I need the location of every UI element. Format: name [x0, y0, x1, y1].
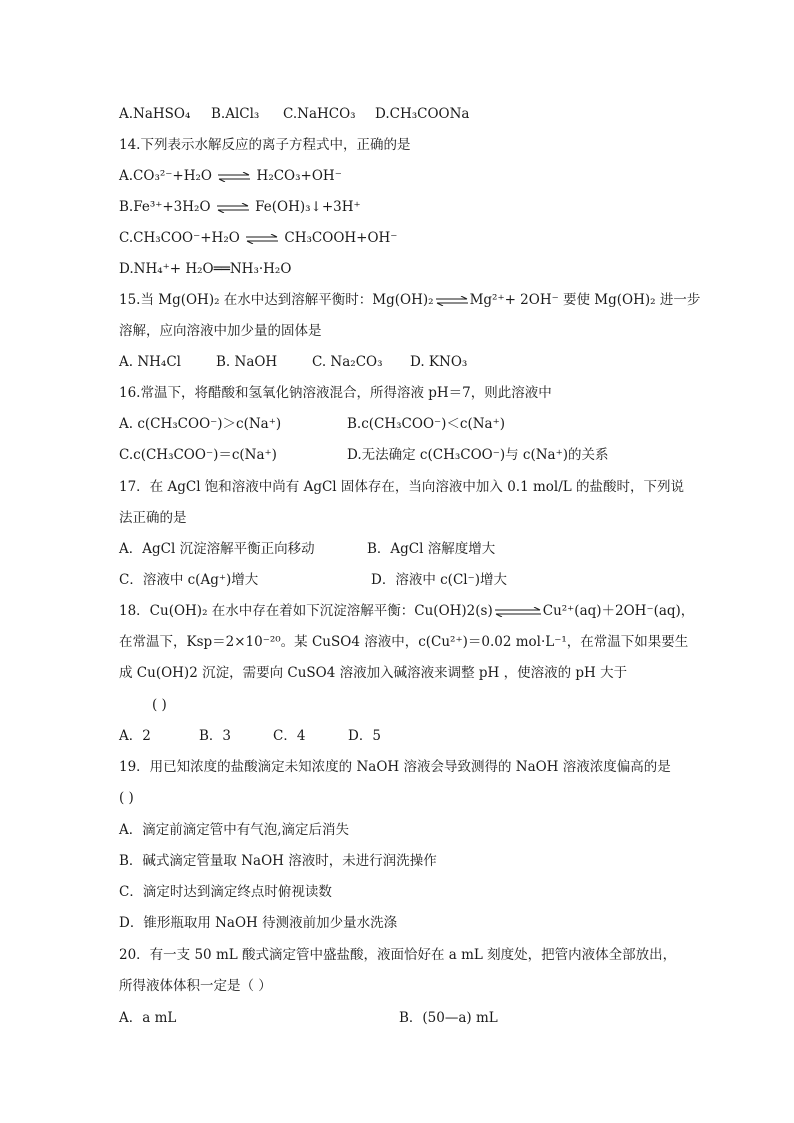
q18-stem-1 — [119, 601, 694, 621]
q17-stem-1: 17．在 AgCl 饱和溶液中尚有 AgCl 固体存在，当向溶液中加入 0.1 mol/L 的盐酸时，下列说 — [119, 479, 685, 495]
q14-option-a — [119, 166, 342, 186]
q14-c-right: CH₃COOH+OH⁻ — [284, 230, 398, 246]
q18-option-b: B．3 — [199, 728, 232, 744]
q17-options-row-2 — [119, 570, 507, 590]
q18-options-row — [119, 726, 381, 746]
q15-option-c: C. Na₂CO₃ — [312, 354, 383, 370]
q17-stem-2: 法正确的是 — [119, 510, 187, 526]
q18-stem-3: 成 Cu(OH)2 沉淀，需要向 CuSO4 溶液加入碱溶液来调整 pH ，使溶液的 pH 大于 — [119, 665, 628, 681]
q14-option-b — [119, 197, 361, 217]
q13-options-row — [119, 104, 469, 124]
q19-stem: 19．用已知浓度的盐酸滴定未知浓度的 NaOH 溶液会导致测得的 NaOH 溶液浓度偏高的是 — [119, 759, 671, 775]
q20-stem-1: 20．有一支 50 mL 酸式滴定管中盛盐酸，液面恰好在 a mL 刻度处，把管内液体全部放出， — [119, 947, 677, 963]
q13-option-d: D.CH₃COONa — [375, 106, 470, 122]
q16-stem: 16.常温下，将醋酸和氢氧化钠溶液混合，所得溶液 pH＝7，则此溶液中 — [119, 385, 552, 401]
q13-option-c: C.NaHCO₃ — [283, 106, 356, 122]
q19-option-c: C．滴定时达到滴定终点时俯视读数 — [119, 884, 332, 900]
q13-option-a: A.NaHSO₄ — [119, 106, 191, 122]
q20-option-a: A．a mL — [119, 1010, 177, 1026]
q14-option-c — [119, 228, 397, 248]
q16-option-c: C.c(CH₃COO⁻)＝c(Na⁺) — [119, 447, 277, 463]
q14-stem: 14.下列表示水解反应的离子方程式中，正确的是 — [119, 137, 411, 153]
q19-option-b: B．碱式滴定管量取 NaOH 溶液时，未进行润洗操作 — [119, 853, 437, 869]
equilibrium-arrow-icon — [436, 296, 468, 306]
q18-stem-2: 在常温下，Ksp＝2×10⁻²⁰。某 CuSO4 溶液中，c(Cu²⁺)＝0.02 mol·L⁻¹，在常温下如果要生 — [119, 634, 689, 650]
q14-option-d: D.NH₄⁺+ H₂O══NH₃·H₂O — [119, 261, 292, 277]
q16-option-b: B.c(CH₃COO⁻)＜c(Na⁺) — [347, 416, 505, 432]
q15-option-b: B. NaOH — [216, 354, 278, 370]
q20-stem-2: 所得液体体积一定是（ ） — [119, 978, 272, 994]
q14-b-left: B.Fe³⁺+3H₂O — [119, 199, 211, 215]
q18-answer-blank: ( ) — [152, 697, 167, 713]
equilibrium-arrow-icon — [218, 172, 250, 182]
q15-options-row — [119, 352, 467, 372]
q20-option-b: B．(50—a) mL — [399, 1010, 498, 1026]
q16-options-row-1 — [119, 414, 505, 434]
q15-option-d: D. KNO₃ — [410, 354, 468, 370]
q17-option-d: D．溶液中 c(Cl⁻)增大 — [371, 572, 507, 588]
q18-option-a: A．2 — [119, 728, 151, 744]
q17-options-row-1 — [119, 539, 495, 559]
q18-option-d: D．5 — [348, 728, 381, 744]
q17-option-b: B．AgCl 溶解度增大 — [367, 541, 496, 557]
q16-option-a: A. c(CH₃COO⁻)＞c(Na⁺) — [119, 416, 282, 432]
q13-option-b: B.AlCl₃ — [211, 106, 260, 122]
q17-option-c: C．溶液中 c(Ag⁺)增大 — [119, 572, 259, 588]
q14-c-left: C.CH₃COO⁻+H₂O — [119, 230, 240, 246]
q15-stem-2: 溶解，应向溶液中加少量的固体是 — [119, 323, 322, 339]
q16-option-d: D.无法确定 c(CH₃COO⁻)与 c(Na⁺)的关系 — [347, 447, 609, 463]
q17-option-a: A．AgCl 沉淀溶解平衡正向移动 — [119, 541, 315, 557]
q14-a-left: A.CO₃²⁻+H₂O — [119, 168, 212, 184]
q15-option-a: A. NH₄Cl — [119, 354, 181, 370]
q15-stem-b: Mg²⁺+ 2OH⁻ 要使 Mg(OH)₂ 进一步 — [469, 292, 701, 308]
q16-options-row-2 — [119, 445, 609, 465]
equilibrium-arrow-icon — [495, 607, 541, 617]
q14-b-right: Fe(OH)₃↓+3H⁺ — [255, 199, 361, 215]
q14-a-right: H₂CO₃+OH⁻ — [256, 168, 342, 184]
q18-option-c: C．4 — [273, 728, 306, 744]
equilibrium-arrow-icon — [246, 234, 278, 244]
equilibrium-arrow-icon — [217, 203, 249, 213]
q20-options-row — [119, 1008, 498, 1028]
q19-option-d: D．锥形瓶取用 NaOH 待测液前加少量水洗涤 — [119, 915, 398, 931]
q19-answer-blank: ( ) — [119, 790, 134, 806]
q19-option-a: A．滴定前滴定管中有气泡,滴定后消失 — [119, 822, 350, 838]
q15-stem — [119, 290, 700, 310]
q18-stem-1b: Cu²⁺(aq)＋2OH⁻(aq)， — [542, 603, 695, 619]
q18-stem-1a: 18．Cu(OH)₂ 在水中存在着如下沉淀溶解平衡：Cu(OH)2(s) — [119, 603, 493, 619]
q15-stem-a: 15.当 Mg(OH)₂ 在水中达到溶解平衡时：Mg(OH)₂ — [119, 292, 434, 308]
